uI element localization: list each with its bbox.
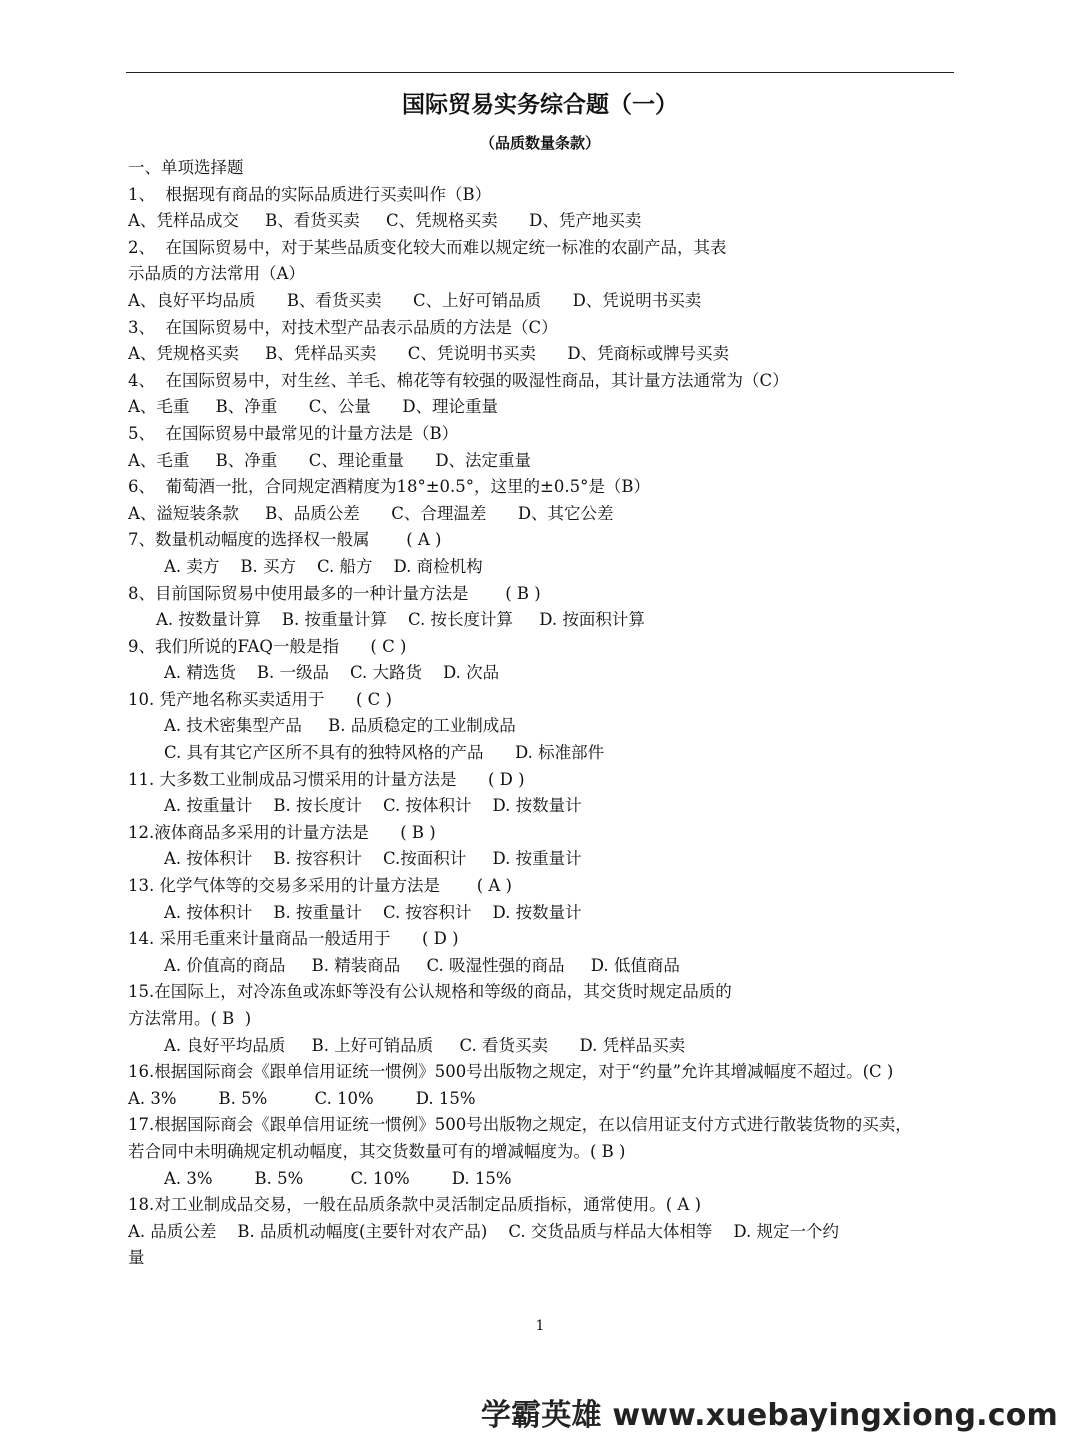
options-line: A. 卖方 B. 买方 C. 船方 D. 商检机构 [164, 556, 483, 576]
question-line: 4、 在国际贸易中，对生丝、羊毛、棉花等有较强的吸湿性商品，其计量方法通常为（C） [128, 370, 789, 390]
question-line: 11. 大多数工业制成品习惯采用的计量方法是 ( D ) [128, 769, 525, 789]
document-title: 国际贸易实务综合题（一） [402, 92, 678, 118]
question-line: 8、目前国际贸易中使用最多的一种计量方法是 ( B ) [128, 583, 541, 603]
options-line: A. 按体积计 B. 按重量计 C. 按容积计 D. 按数量计 [164, 902, 582, 922]
options-line: A、溢短装条款 B、品质公差 C、合理温差 D、其它公差 [128, 503, 614, 523]
question-line: 13. 化学气体等的交易多采用的计量方法是 ( A ) [128, 876, 512, 896]
section-heading: 一、单项选择题 [128, 158, 244, 177]
question-line: 7、数量机动幅度的选择权一般属 ( A ) [128, 530, 442, 550]
question-line: 示品质的方法常用（A） [128, 264, 305, 284]
options-line: A. 按重量计 B. 按长度计 C. 按体积计 D. 按数量计 [164, 796, 582, 816]
options-line: A、毛重 B、净重 C、理论重量 D、法定重量 [128, 450, 532, 470]
question-line: 3、 在国际贸易中，对技术型产品表示品质的方法是（C） [128, 317, 558, 337]
options-line: A、毛重 B、净重 C、公量 D、理论重量 [128, 397, 499, 417]
options-line: A. 3% B. 5% C. 10% D. 15% [128, 1088, 476, 1108]
options-line: A. 精选货 B. 一级品 C. 大路货 D. 次品 [164, 663, 500, 683]
question-line: 6、 葡萄酒一批，合同规定酒精度为18°±0.5°，这里的±0.5°是（B） [128, 477, 650, 497]
options-line: A. 3% B. 5% C. 10% D. 15% [164, 1168, 512, 1188]
question-line: 17.根据国际商会《跟单信用证统一惯例》500号出版物之规定，在以信用证支付方式进行散装货物的买卖， [128, 1115, 912, 1135]
options-line: A. 品质公差 B. 品质机动幅度(主要针对农产品) C. 交货品质与样品大体相等 D. 规定一个约 [128, 1221, 839, 1241]
question-line: 5、 在国际贸易中最常见的计量方法是（B） [128, 423, 459, 443]
question-line: 12.液体商品多采用的计量方法是 ( B ) [128, 822, 436, 842]
options-line: A、良好平均品质 B、看货买卖 C、上好可销品质 D、凭说明书买卖 [128, 290, 702, 310]
options-line: C. 具有其它产区所不具有的独特风格的产品 D. 标准部件 [164, 743, 605, 763]
document-body [128, 155, 958, 1272]
question-line: 16.根据国际商会《跟单信用证统一惯例》500号出版物之规定，对于“约量”允许其增减幅度不超过。(C ) [128, 1062, 894, 1082]
question-line: 10. 凭产地名称买卖适用于 ( C ) [128, 689, 392, 709]
options-line: 量 [128, 1248, 145, 1268]
top-rule [126, 72, 954, 73]
question-line: 14. 采用毛重来计量商品一般适用于 ( D ) [128, 929, 459, 949]
options-line: A. 按数量计算 B. 按重量计算 C. 按长度计算 D. 按面积计算 [156, 610, 645, 630]
question-line: 2、 在国际贸易中，对于某些品质变化较大而难以规定统一标准的农副产品，其表 [128, 237, 727, 257]
question-line: 方法常用。( B ) [128, 1009, 252, 1028]
document-subtitle: （品质数量条款） [479, 134, 600, 152]
options-line: A. 价值高的商品 B. 精装商品 C. 吸湿性强的商品 D. 低值商品 [164, 955, 680, 975]
watermark: 学霸英雄 www.xuebayingxiong.com [480, 1398, 1058, 1433]
page-number: 1 [535, 1318, 545, 1334]
question-line: 15.在国际上，对冷冻鱼或冻虾等没有公认规格和等级的商品，其交货时规定品质的 [128, 982, 732, 1002]
question-line: 1、 根据现有商品的实际品质进行买卖叫作（B） [128, 184, 492, 204]
options-line: A、凭规格买卖 B、凭样品买卖 C、凭说明书买卖 D、凭商标或牌号买卖 [128, 344, 730, 364]
question-line: 18.对工业制成品交易，一般在品质条款中灵活制定品质指标，通常使用。( A ) [128, 1195, 702, 1215]
options-line: A. 按体积计 B. 按容积计 C.按面积计 D. 按重量计 [164, 849, 582, 869]
question-line: 9、我们所说的FAQ一般是指 ( C ) [128, 636, 407, 656]
options-line: A、凭样品成交 B、看货买卖 C、凭规格买卖 D、凭产地买卖 [128, 211, 642, 231]
options-line: A. 良好平均品质 B. 上好可销品质 C. 看货买卖 D. 凭样品买卖 [164, 1035, 686, 1055]
question-line: 若合同中未明确规定机动幅度，其交货数量可有的增减幅度为。( B ) [128, 1141, 626, 1161]
options-line: A. 技术密集型产品 B. 品质稳定的工业制成品 [164, 716, 516, 736]
